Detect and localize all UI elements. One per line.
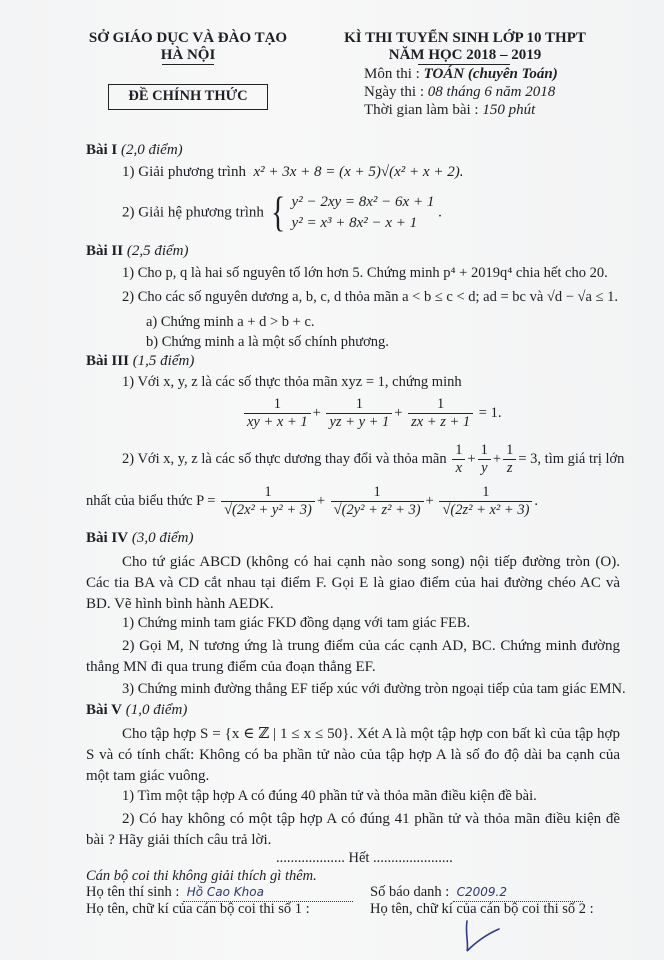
recip-z-den: z	[503, 459, 516, 477]
bai3-q1-identity: $\frac{1}{xy + x + 1}$ + $\frac{1}{yz + y + 1}$ + $\frac{1}{zx + z + 1}$ = 1.	[242, 396, 501, 431]
exam-title: KÌ THI TUYỂN SINH LỚP 10 THPT	[344, 30, 586, 46]
p-fraction-2-num: 1	[373, 484, 381, 500]
p-fraction-1-den: √(2x² + y² + 3)	[221, 501, 315, 519]
bai1-title: Bài I	[86, 142, 118, 158]
bai3-title: Bài III	[86, 353, 129, 369]
sbd-label: Số báo danh :	[370, 884, 450, 900]
system-end: .	[438, 204, 442, 221]
identity-end: = 1.	[478, 404, 502, 421]
recip-z	[503, 442, 516, 477]
recip-x-num: 1	[455, 442, 463, 458]
bai1-q1-text: 1) Giải phương trình	[122, 164, 246, 180]
sbd-line	[370, 884, 583, 902]
bai4-q2: 2) Gọi M, N tương ứng là trung điểm của các cạnh AD, BC. Chứng minh đường thẳng MN đi qua trung điểm của đoạn thẳng EF.	[86, 638, 620, 675]
department-title: SỞ GIÁO DỤC VÀ ĐÀO TẠO	[88, 30, 288, 46]
fraction-1-num: 1	[273, 396, 281, 412]
subject-line	[364, 66, 558, 83]
fraction-1	[244, 396, 311, 431]
bai1-points: (2,0 điểm)	[121, 142, 183, 158]
city-title: HÀ NỘI	[160, 47, 216, 63]
city-underline	[162, 64, 214, 65]
bai2-qb: b) Chứng minh a là một số chính phương.	[146, 334, 389, 350]
bai3-points: (1,5 điểm)	[132, 353, 195, 369]
bai5-q2: 2) Có hay không có một tập hợp A có đúng 41 phần tử và thỏa mãn điều kiện đề bài ? Hãy giải thích câu trả lời.	[86, 811, 620, 848]
bai4-heading	[86, 530, 194, 547]
candidate-value: Hồ Cao Khoa	[186, 885, 264, 899]
bai5-intro: Cho tập hợp S = {x ∈ ℤ | 1 ≤ x ≤ 50}. Xét A là một tập hợp con bất kì của tập hợp S và có tính chất: Không có ba phần tử nào của tập hợp A là số đo độ dài ba cạnh của một tam giác vuông.	[86, 726, 620, 784]
bai2-q2: 2) Cho các số nguyên dương a, b, c, d thỏa mãn a < b ≤ c < d; ad = bc và √d − √a ≤ 1.	[122, 289, 619, 305]
proctor-1-label: Họ tên, chữ kí của cán bộ coi thi số 1 :	[86, 901, 310, 917]
bai5-points: (1,0 điểm)	[125, 702, 188, 718]
bai2-heading	[86, 243, 189, 260]
subject-label: Môn thi :	[364, 66, 420, 82]
bai5-heading	[86, 702, 187, 719]
fraction-3	[408, 396, 473, 431]
bai3-q2: 2) Với x, y, z là các số thực dương thay đổi và thỏa mãn $\frac{1}{x}$ + $\frac{1}{y}$ + $\frac{1}{z}$ = 3, tìm giá trị lớn	[122, 442, 625, 476]
proctor-2-label: Họ tên, chữ kí của cán bộ coi thi số 2 :	[370, 901, 594, 917]
p-fraction-2	[331, 484, 424, 519]
system-eq2: y² = x³ + 8x² − x + 1	[291, 215, 418, 231]
p-fraction-1	[221, 484, 315, 519]
official-label: ĐỀ CHÍNH THỨC	[108, 84, 268, 110]
bai2-title: Bài II	[86, 243, 124, 259]
recip-x-den: x	[452, 459, 465, 477]
bai2-q1: 1) Cho p, q là hai số nguyên tố lớn hơn 5. Chứng minh p⁴ + 2019q⁴ chia hết cho 20.	[122, 265, 608, 281]
recip-x	[452, 442, 465, 477]
bai4-q3: 3) Chứng minh đường thẳng EF tiếp xúc với đường tròn ngoại tiếp của tam giác EMN.	[122, 681, 626, 697]
recip-y	[478, 442, 491, 477]
bai3-q2-expression: nhất của biểu thức P = $\frac{1}{\text{√(2x² + y² + 3)}}$ + $\frac{1}{\text{√(2y² + z² + 3)}}$ + $\frac{1}{\text{√(2z² + x² + 3)}}$ .	[86, 484, 539, 518]
bai3-q2-text: 2) Với x, y, z là các số thực dương thay đổi và thỏa mãn	[122, 450, 447, 467]
time-label: Thời gian làm bài :	[364, 102, 479, 118]
bai2-qa: a) Chứng minh a + d > b + c.	[146, 314, 315, 330]
p-end: .	[534, 492, 539, 509]
candidate-name-line	[86, 884, 353, 902]
fraction-1-den: xy + x + 1	[244, 413, 311, 431]
footer-note: Cán bộ coi thi không giải thích gì thêm.	[86, 868, 317, 884]
date-label: Ngày thi :	[364, 84, 424, 100]
bai4-title: Bài IV	[86, 530, 129, 546]
time-value: 150 phút	[482, 102, 536, 118]
date-value: 08 tháng 6 năm 2018	[427, 84, 556, 100]
recip-y-den: y	[478, 459, 491, 477]
p-fraction-3	[439, 484, 532, 519]
fraction-2-num: 1	[355, 396, 363, 412]
fraction-3-num: 1	[437, 396, 445, 412]
candidate-label: Họ tên thí sinh :	[86, 884, 180, 900]
bai5-q1: 1) Tìm một tập hợp A có đúng 40 phần tử và thỏa mãn điều kiện đề bài.	[122, 788, 537, 804]
bai3-q1: 1) Với x, y, z là các số thực thỏa mãn xyz = 1, chứng minh	[122, 374, 462, 390]
proctor-signature	[455, 915, 505, 955]
p-fraction-1-num: 1	[264, 484, 272, 500]
bai5-title: Bài V	[86, 702, 122, 718]
p-fraction-2-den: √(2y² + z² + 3)	[331, 501, 424, 519]
school-year: NĂM HỌC 2018 – 2019	[388, 47, 542, 63]
fraction-2-den: yz + y + 1	[326, 413, 392, 431]
bai1-q1-equation: x² + 3x + 8 = (x + 5)√(x² + x + 2).	[253, 164, 464, 180]
fraction-3-den: zx + z + 1	[408, 413, 473, 431]
bai3-q2-line2: nhất của biểu thức P =	[86, 492, 216, 509]
bai1-q2-text: 2) Giải hệ phương trình	[122, 204, 264, 221]
p-fraction-3-num: 1	[482, 484, 490, 500]
end-marker: ................... Hết ......................	[276, 850, 453, 866]
sbd-value: C2009.2	[456, 885, 507, 899]
bai4-points: (3,0 điểm)	[131, 530, 194, 546]
p-fraction-3-den: √(2z² + x² + 3)	[439, 501, 532, 519]
bai1-q2	[122, 192, 442, 234]
time-line	[364, 102, 535, 119]
bai1-system	[292, 192, 435, 234]
bai2-points: (2,5 điểm)	[126, 243, 189, 259]
system-brace: {	[270, 190, 285, 236]
bai3-q2-mid: = 3, tìm giá trị lớn	[518, 450, 625, 467]
fraction-2	[326, 396, 392, 431]
year-underline	[418, 64, 510, 65]
bai4-intro: Cho tứ giác ABCD (không có hai cạnh nào song song) nội tiếp đường tròn (O). Các tia BA và CD cắt nhau tại điểm F. Gọi E là giao điểm của hai đường chéo AC và BD. Vẽ hình bình hành AEDK.	[86, 554, 620, 612]
subject-value: TOÁN (chuyên Toán)	[423, 66, 558, 82]
bai3-heading	[86, 353, 194, 370]
recip-z-num: 1	[506, 442, 514, 458]
system-eq1: y² − 2xy = 8x² − 6x + 1	[291, 194, 435, 210]
bai1-q1	[122, 164, 463, 181]
date-line	[364, 84, 555, 101]
bai1-heading	[86, 142, 183, 159]
bai4-q1: 1) Chứng minh tam giác FKD đồng dạng với tam giác FEB.	[122, 615, 471, 631]
recip-y-num: 1	[480, 442, 488, 458]
